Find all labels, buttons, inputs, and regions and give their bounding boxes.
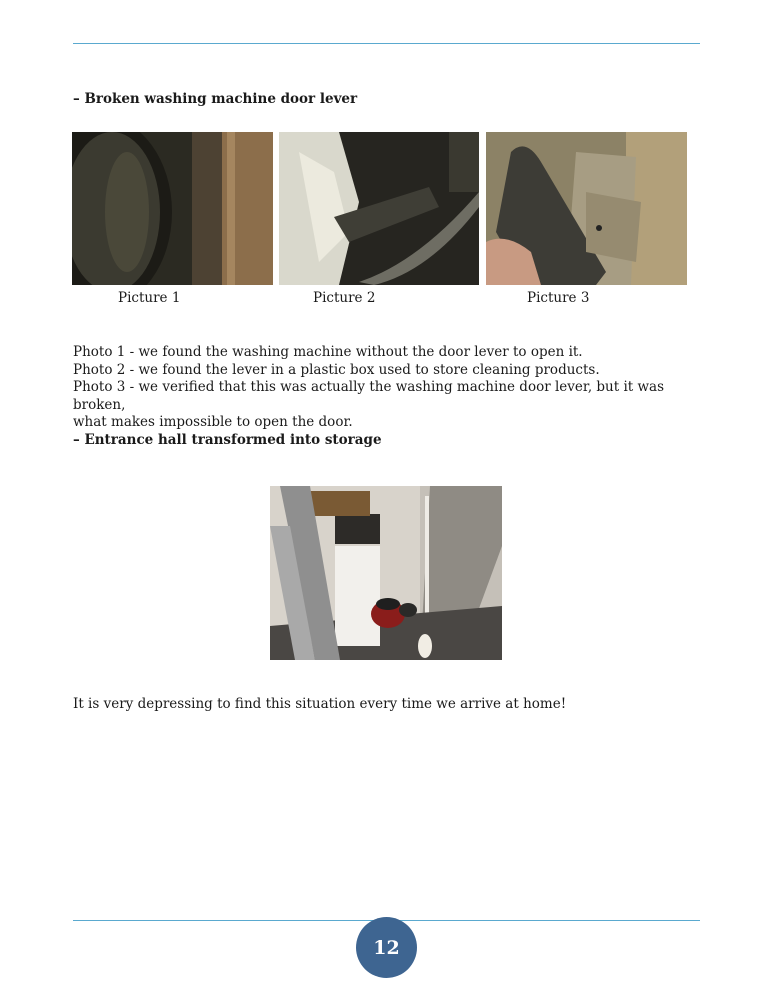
section-heading-washing-machine: – Broken washing machine door lever <box>73 91 358 107</box>
header-rule <box>73 43 700 44</box>
page-number-badge: 12 <box>356 917 417 978</box>
caption-picture-1: Picture 1 <box>118 290 181 306</box>
description-line: Photo 1 - we found the washing machine without the door lever to open it. <box>73 344 583 360</box>
photo-entrance-hall-storage <box>270 486 502 660</box>
caption-picture-3: Picture 3 <box>527 290 590 306</box>
closing-remark: It is very depressing to find this situation every time we arrive at home! <box>73 696 567 712</box>
description-line: what makes impossible to open the door. <box>73 414 353 430</box>
caption-picture-2: Picture 2 <box>313 290 376 306</box>
photo-description <box>73 344 693 432</box>
photo-broken-lever <box>486 132 687 285</box>
description-line: Photo 3 - we verified that this was actually the washing machine door lever, but it was broken, <box>73 379 665 413</box>
section-heading-entrance-hall: – Entrance hall transformed into storage <box>73 432 382 448</box>
photo-washing-machine-door <box>72 132 273 285</box>
photo-lever-in-box <box>279 132 479 285</box>
description-line: Photo 2 - we found the lever in a plastic box used to store cleaning products. <box>73 361 600 378</box>
